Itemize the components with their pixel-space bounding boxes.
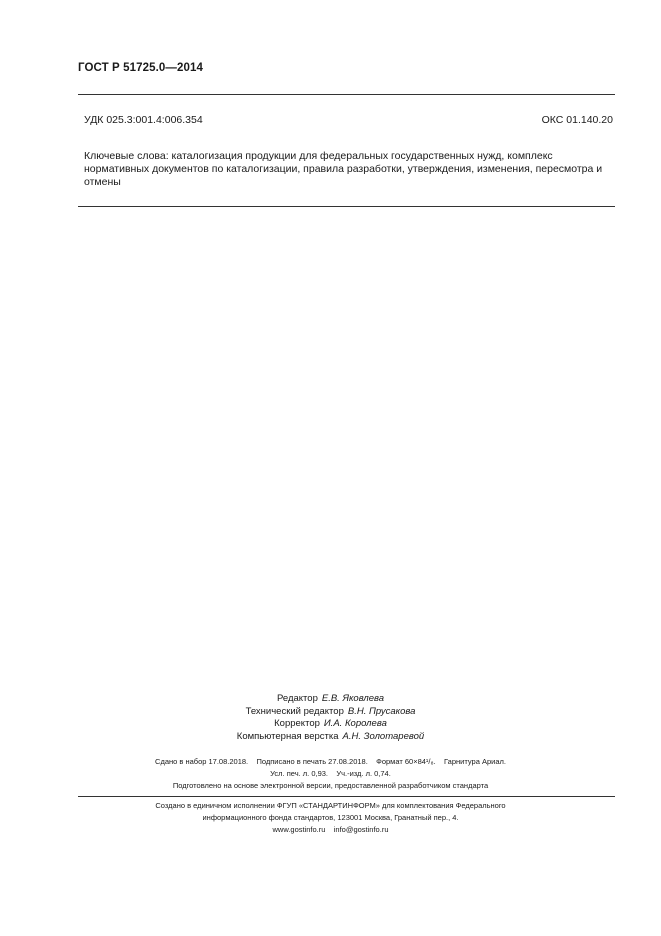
credit-name: В.Н. Прусакова [347, 705, 416, 717]
footer-line-2: информационного фонда стандартов, 123001 Москва, Гранатный пер., 4. [202, 813, 459, 822]
oks-code: ОКС 01.140.20 [541, 114, 613, 126]
credits-block [0, 693, 661, 743]
credit-role: Компьютерная верстка [236, 730, 339, 742]
credit-tech-editor [0, 706, 661, 719]
publication-source-line: Подготовлено на основе электронной версии, предоставленной разработчиком стандарта [172, 781, 489, 790]
publication-info [0, 756, 661, 792]
credit-role: Корректор [274, 718, 320, 729]
document-code: ГОСТ Р 51725.0—2014 [78, 62, 203, 74]
credit-name: Е.В. Яковлева [321, 693, 385, 704]
footer-divider [78, 796, 615, 797]
credit-role: Редактор [276, 693, 318, 704]
credit-proofreader [0, 718, 661, 731]
credit-layout [0, 731, 661, 744]
header-divider [78, 94, 615, 95]
footer-line-1: Создано в единичном исполнении ФГУП «СТАНДАРТИНФОРМ» для комплектования Федерального [155, 801, 506, 810]
credit-role: Технический редактор [245, 705, 344, 717]
publisher-footer [0, 800, 661, 836]
publication-volume-line: Усл. печ. л. 0,93. Уч.-изд. л. 0,74. [270, 769, 391, 778]
keywords-paragraph: Ключевые слова: каталогизация продукции для федеральных государственных нужд, комплекс нормативных документов по каталогизации, правила разработки, утверждения, изменения, пересмотра и отмены [84, 150, 603, 188]
udk-code: УДК 025.3:001.4:006.354 [84, 114, 203, 126]
credit-name: И.А. Королева [323, 718, 387, 729]
credit-name: А.Н. Золотаревой [342, 730, 425, 742]
credit-editor [0, 693, 661, 706]
publication-dates-line: Сдано в набор 17.08.2018. Подписано в печать 27.08.2018. Формат 60×84¹/₈. Гарнитура Ариал. [155, 757, 506, 766]
footer-contacts: www.gostinfo.ru info@gostinfo.ru [272, 825, 389, 834]
keywords-divider [78, 206, 615, 207]
